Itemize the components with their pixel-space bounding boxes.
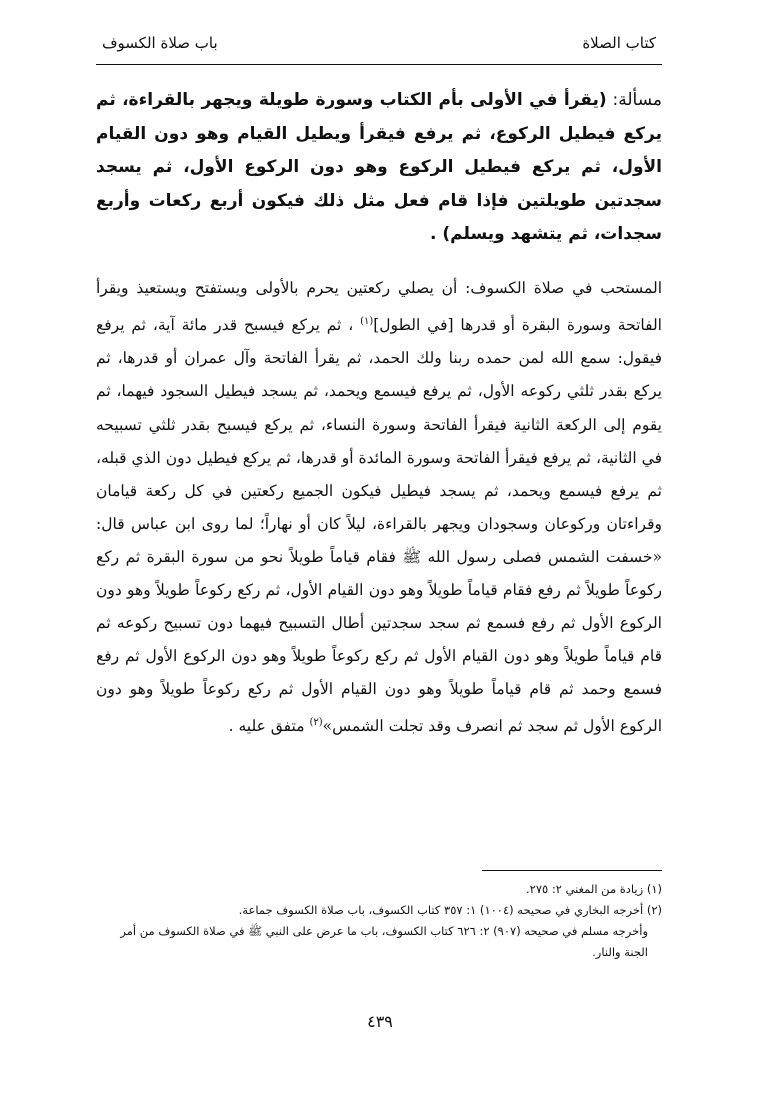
commentary-part-3: متفق عليه .	[228, 717, 305, 736]
footnote-ref-1[interactable]: (١)	[360, 316, 374, 328]
commentary-paragraph	[96, 272, 662, 744]
chapter-title: باب صلاة الكسوف	[102, 34, 218, 52]
footnote-1: (١) زيادة من المغني ٢: ٢٧٥.	[526, 882, 662, 896]
footnote-ref-2[interactable]: (٢)	[309, 717, 323, 729]
masala-paragraph	[96, 84, 662, 252]
commentary-part-2: ، ثم يركع فيسبح قدر مائة آية، ثم يرفع فيقول: سمع الله لمن حمده ربنا ولك الحمد، ثم يقرأ الفاتحة وآل عمران أو قدرها، ثم يركع بقدر ثلثي ركوعه الأول، ثم يرفع فيسمع ويحمد، ثم يسجد فيطيل السجود فيهما، ثم يقوم إلى الركعة الثانية فيقرأ الفاتحة وسورة النساء، ثم يركع فيسبح بقدر ثلثي تسبيحه في الثانية، ثم يرفع فيقرأ الفاتحة وسورة المائدة أو قدرها، ثم يركع فيطيل دون الذي قبله، ثم يرفع فيسمع ويحمد، ثم يسجد فيطيل فيكون الجميع ركعتين في كل ركعة قيامان وقراءتان وركوعان وسجودان ويجهر بالقراءة، ليلاً كان أو نهاراً؛ لما روى ابن عباس قال: «خسفت الشمس فصلى رسول الله ﷺ فقام قياماً طويلاً نحو من سورة البقرة ثم ركع ركوعاً طويلاً ثم رفع فقام قياماً طويلاً وهو دون القيام الأول، ثم ركع ركوعاً طويلاً وهو دون الركوع الأول ثم رفع فسمع ثم سجد سجدتين أطال التسبيح فيهما دون تسبيح ركوعه ثم قام قياماً طويلاً وهو دون القيام الأول ثم ركع ركوعاً طويلاً وهو دون الركوع الأول ثم رفع فسمع وحمد ثم قام قياماً طويلاً وهو دون القيام الأول ثم ركع ركوعاً طويلاً وهو دون الركوع الأول ثم سجد ثم انصرف وقد تجلت الشمس»	[96, 316, 662, 736]
footnote-rule	[482, 870, 662, 871]
book-title: كتاب الصلاة	[582, 34, 656, 52]
page-number: ٤٣٩	[367, 1012, 393, 1031]
commentary-part-1: المستحب في صلاة الكسوف: أن يصلي ركعتين يحرم بالأولى ويستفتح ويستعيذ ويقرأ الفاتحة وسورة البقرة أو قدرها [في الطول]	[96, 278, 662, 335]
running-header	[96, 28, 662, 65]
footnote-2-continued: وأخرجه مسلم في صحيحه (٩٠٧) ٢: ٦٢٦ كتاب الكسوف، باب ما عرض على النبي ﷺ في صلاة الكسوف من أمر الجنة والنار.	[120, 924, 648, 959]
masala-label: مسألة:	[612, 90, 662, 110]
masala-text: (يقرأ في الأولى بأم الكتاب وسورة طويلة ويجهر بالقراءة، ثم يركع فيطيل الركوع، ثم يرفع فيقرأ ويطيل القيام وهو دون القيام الأول، ثم يركع فيطيل الركوع وهو دون الركوع الأول، ثم يسجد سجدتين طويلتين فإذا قام فعل مثل ذلك فيكون أربع ركعات وأربع سجدات، ثم يتشهد ويسلم) .	[96, 90, 662, 245]
footnote-2: (٢) أخرجه البخاري في صحيحه (١٠٠٤) ١: ٣٥٧ كتاب الكسوف، باب صلاة الكسوف جماعة.	[238, 903, 662, 917]
page-body	[96, 84, 662, 744]
footnotes	[96, 870, 662, 963]
